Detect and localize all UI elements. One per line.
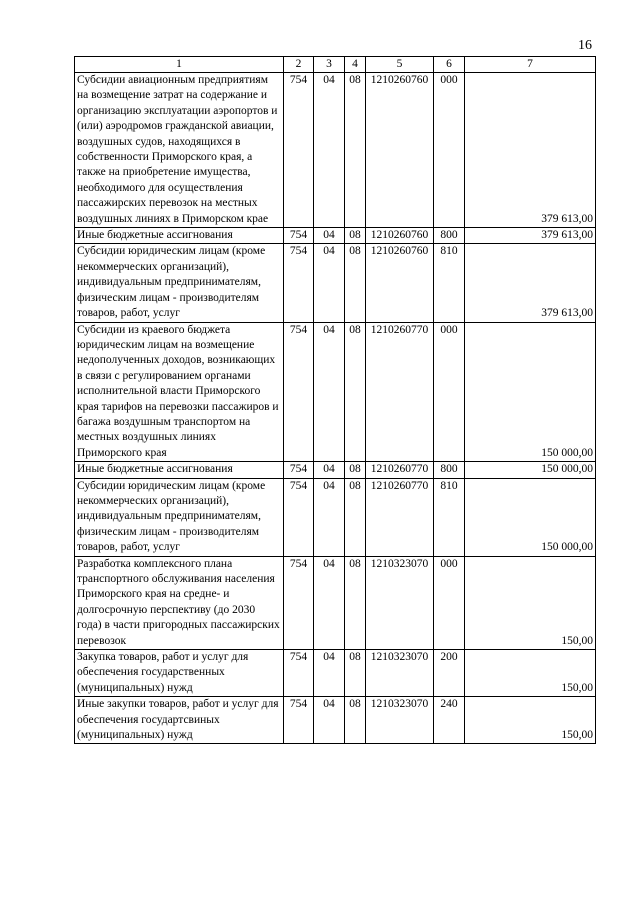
row-grbs-code: 754	[284, 244, 314, 322]
row-amount: 150 000,00	[465, 462, 596, 478]
row-name: Субсидии юридическим лицам (кроме некоммерческих организаций), индивидуальным предпринимателям, физическим лицам - производителям товаров, работ, услуг	[75, 478, 284, 556]
row-subsection-code: 08	[345, 650, 366, 697]
row-section-code: 04	[314, 462, 345, 478]
row-target-article-code: 1210260770	[366, 478, 434, 556]
row-name: Субсидии из краевого бюджета юридическим лицам на возмещение недополученных доходов, возникающих в связи с регулированием органами исполнительной власти Приморского края тарифов на перевозки пассажиров и багажа воздушным транспортом на местных воздушных линиях Приморского края	[75, 322, 284, 462]
row-section-code: 04	[314, 73, 345, 228]
row-section-code: 04	[314, 697, 345, 744]
row-target-article-code: 1210323070	[366, 697, 434, 744]
row-grbs-code: 754	[284, 556, 314, 649]
row-section-code: 04	[314, 650, 345, 697]
row-expense-type-code: 810	[434, 478, 465, 556]
row-section-code: 04	[314, 244, 345, 322]
column-header: 5	[366, 57, 434, 73]
row-expense-type-code: 000	[434, 73, 465, 228]
row-expense-type-code: 240	[434, 697, 465, 744]
row-name: Иные бюджетные ассигнования	[75, 462, 284, 478]
table-row	[75, 462, 596, 478]
row-grbs-code: 754	[284, 322, 314, 462]
row-name: Закупка товаров, работ и услуг для обеспечения государственных (муниципальных) нужд	[75, 650, 284, 697]
row-grbs-code: 754	[284, 73, 314, 228]
column-header: 4	[345, 57, 366, 73]
row-expense-type-code: 000	[434, 322, 465, 462]
row-target-article-code: 1210260770	[366, 322, 434, 462]
row-grbs-code: 754	[284, 650, 314, 697]
row-expense-type-code: 810	[434, 244, 465, 322]
row-section-code: 04	[314, 228, 345, 244]
table-row	[75, 228, 596, 244]
row-expense-type-code: 800	[434, 462, 465, 478]
row-target-article-code: 1210260770	[366, 462, 434, 478]
row-name: Разработка комплексного плана транспортного обслуживания населения Приморского края на средне- и долгосрочную перспективу (до 2030 года) в части пригородных пассажирских перевозок	[75, 556, 284, 649]
column-header: 6	[434, 57, 465, 73]
column-number-row	[75, 57, 596, 73]
row-amount: 150 000,00	[465, 478, 596, 556]
table-row	[75, 73, 596, 228]
row-subsection-code: 08	[345, 73, 366, 228]
row-amount: 150 000,00	[465, 322, 596, 462]
row-grbs-code: 754	[284, 478, 314, 556]
row-amount: 379 613,00	[465, 228, 596, 244]
row-target-article-code: 1210323070	[366, 650, 434, 697]
row-expense-type-code: 800	[434, 228, 465, 244]
row-name: Субсидии авиационным предприятиям на возмещение затрат на содержание и организацию эксплуатации аэропортов и (или) аэродромов гражданской авиации, воздушных судов, находящихся в собственности Приморского края, а также на приобретение имущества, необходимого для осуществления пассажирских перевозок на местных воздушных линиях в Приморском крае	[75, 73, 284, 228]
table-row	[75, 556, 596, 649]
row-subsection-code: 08	[345, 462, 366, 478]
row-name: Субсидии юридическим лицам (кроме некоммерческих организаций), индивидуальным предпринимателям, физическим лицам - производителям товаров, работ, услуг	[75, 244, 284, 322]
column-header: 1	[75, 57, 284, 73]
row-subsection-code: 08	[345, 228, 366, 244]
row-subsection-code: 08	[345, 322, 366, 462]
column-header: 2	[284, 57, 314, 73]
table-row	[75, 244, 596, 322]
table-row	[75, 697, 596, 744]
row-target-article-code: 1210260760	[366, 244, 434, 322]
row-subsection-code: 08	[345, 556, 366, 649]
row-target-article-code: 1210323070	[366, 556, 434, 649]
row-amount: 379 613,00	[465, 244, 596, 322]
row-subsection-code: 08	[345, 697, 366, 744]
row-name: Иные закупки товаров, работ и услуг для обеспечения государтсвиных (муниципальных) нужд	[75, 697, 284, 744]
row-expense-type-code: 000	[434, 556, 465, 649]
table-row	[75, 650, 596, 697]
budget-table	[74, 56, 596, 744]
row-section-code: 04	[314, 556, 345, 649]
row-grbs-code: 754	[284, 462, 314, 478]
row-amount: 150,00	[465, 697, 596, 744]
column-header: 7	[465, 57, 596, 73]
column-header: 3	[314, 57, 345, 73]
row-expense-type-code: 200	[434, 650, 465, 697]
row-target-article-code: 1210260760	[366, 73, 434, 228]
row-amount: 150,00	[465, 556, 596, 649]
row-section-code: 04	[314, 478, 345, 556]
table-row	[75, 322, 596, 462]
row-target-article-code: 1210260760	[366, 228, 434, 244]
row-grbs-code: 754	[284, 228, 314, 244]
row-amount: 379 613,00	[465, 73, 596, 228]
row-amount: 150,00	[465, 650, 596, 697]
table-row	[75, 478, 596, 556]
page-number: 16	[578, 38, 592, 53]
row-subsection-code: 08	[345, 244, 366, 322]
row-name: Иные бюджетные ассигнования	[75, 228, 284, 244]
row-section-code: 04	[314, 322, 345, 462]
row-subsection-code: 08	[345, 478, 366, 556]
row-grbs-code: 754	[284, 697, 314, 744]
